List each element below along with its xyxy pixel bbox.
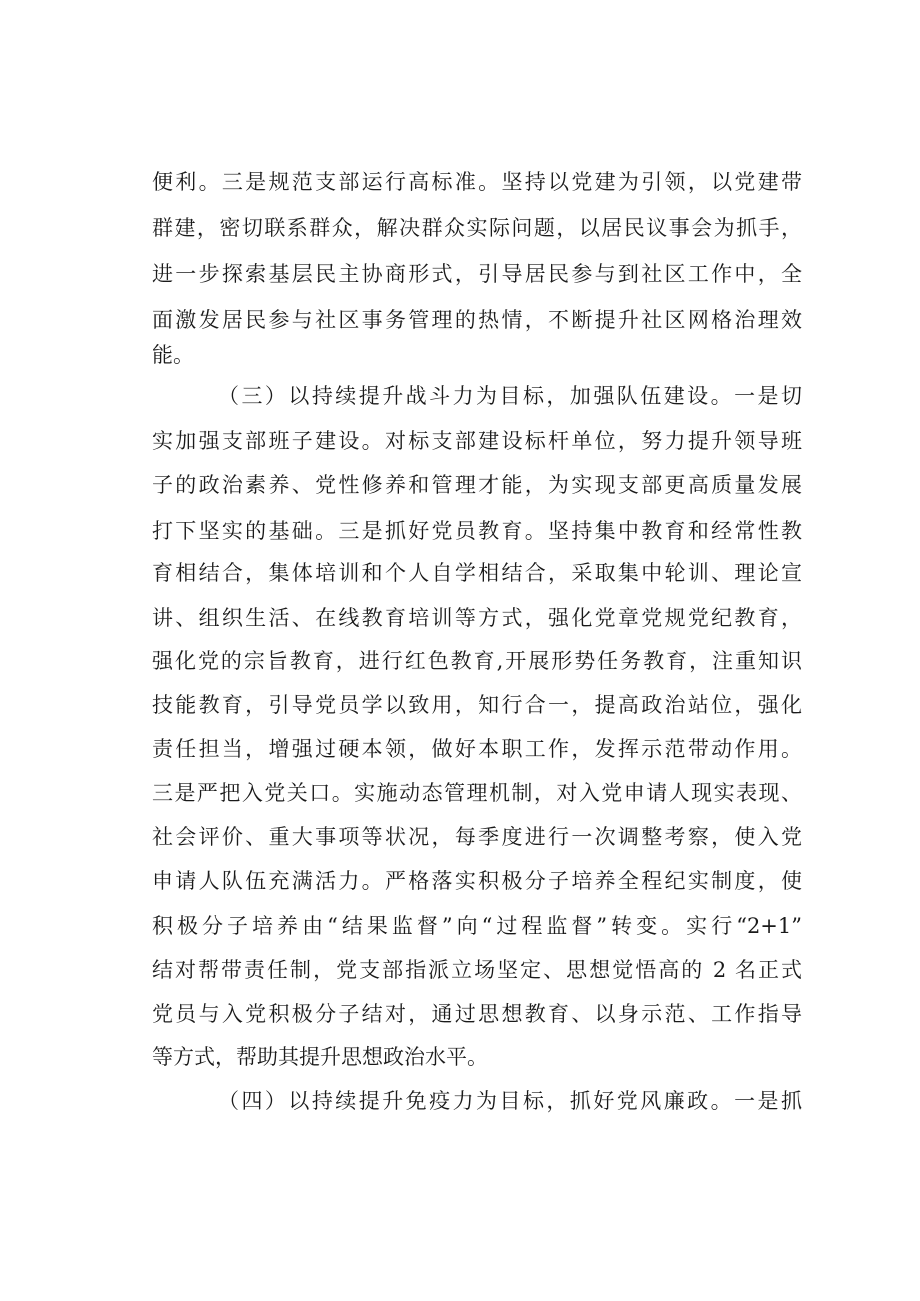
section-heading-3: （三）以持续提升战斗力为目标，加强队伍建设。一是切 [218, 384, 802, 408]
text-line-4: 面激发居民参与社区事务管理的热情，不断提升社区网格治理效 [152, 308, 802, 332]
text-line-9: 打下坚实的基础。三是抓好党员教育。坚持集中教育和经常性教 [152, 519, 802, 543]
text-line-14: 责任担当，增强过硬本领，做好本职工作，发挥示范带动作用。 [152, 737, 802, 761]
text-line-19: 结对帮带责任制，党支部指派立场坚定、思想觉悟高的 2 名正式 [152, 958, 802, 982]
text-line-17: 申请人队伍充满活力。严格落实积极分子培养全程纪实制度，使 [152, 869, 802, 893]
text-line-18: 积极分子培养由“结果监督”向“过程监督”转变。实行“2+1” [152, 914, 802, 938]
text-line-21: 等方式，帮助其提升思想政治水平。 [152, 1045, 488, 1069]
text-line-1: 便利。三是规范支部运行高标准。坚持以党建为引领，以党建带 [152, 170, 802, 194]
text-line-12: 强化党的宗旨教育，进行红色教育,开展形势任务教育，注重知识 [152, 649, 802, 673]
text-line-8: 子的政治素养、党性修养和管理才能，为实现支部更高质量发展 [152, 473, 802, 497]
section-heading-4: （四）以持续提升免疫力为目标，抓好党风廉政。一是抓 [218, 1089, 802, 1113]
text-line-16: 社会评价、重大事项等状况，每季度进行一次调整考察，使入党 [152, 825, 802, 849]
text-line-15: 三是严把入党关口。实施动态管理机制，对入党申请人现实表现、 [152, 781, 802, 805]
text-line-20: 党员与入党积极分子结对，通过思想教育、以身示范、工作指导 [152, 1002, 802, 1026]
text-line-7: 实加强支部班子建设。对标支部建设标杆单位，努力提升领导班 [152, 429, 802, 453]
text-line-10: 育相结合，集体培训和个人自学相结合，采取集中轮训、理论宣 [152, 561, 802, 585]
text-line-3: 进一步探索基层民主协商形式，引导居民参与到社区工作中，全 [152, 262, 802, 286]
text-line-5: 能。 [152, 343, 194, 367]
text-line-13: 技能教育，引导党员学以致用，知行合一，提高政治站位，强化 [152, 693, 802, 717]
text-line-2: 群建，密切联系群众，解决群众实际问题，以居民议事会为抓手， [152, 216, 802, 240]
text-line-11: 讲、组织生活、在线教育培训等方式，强化党章党规党纪教育， [152, 606, 802, 630]
